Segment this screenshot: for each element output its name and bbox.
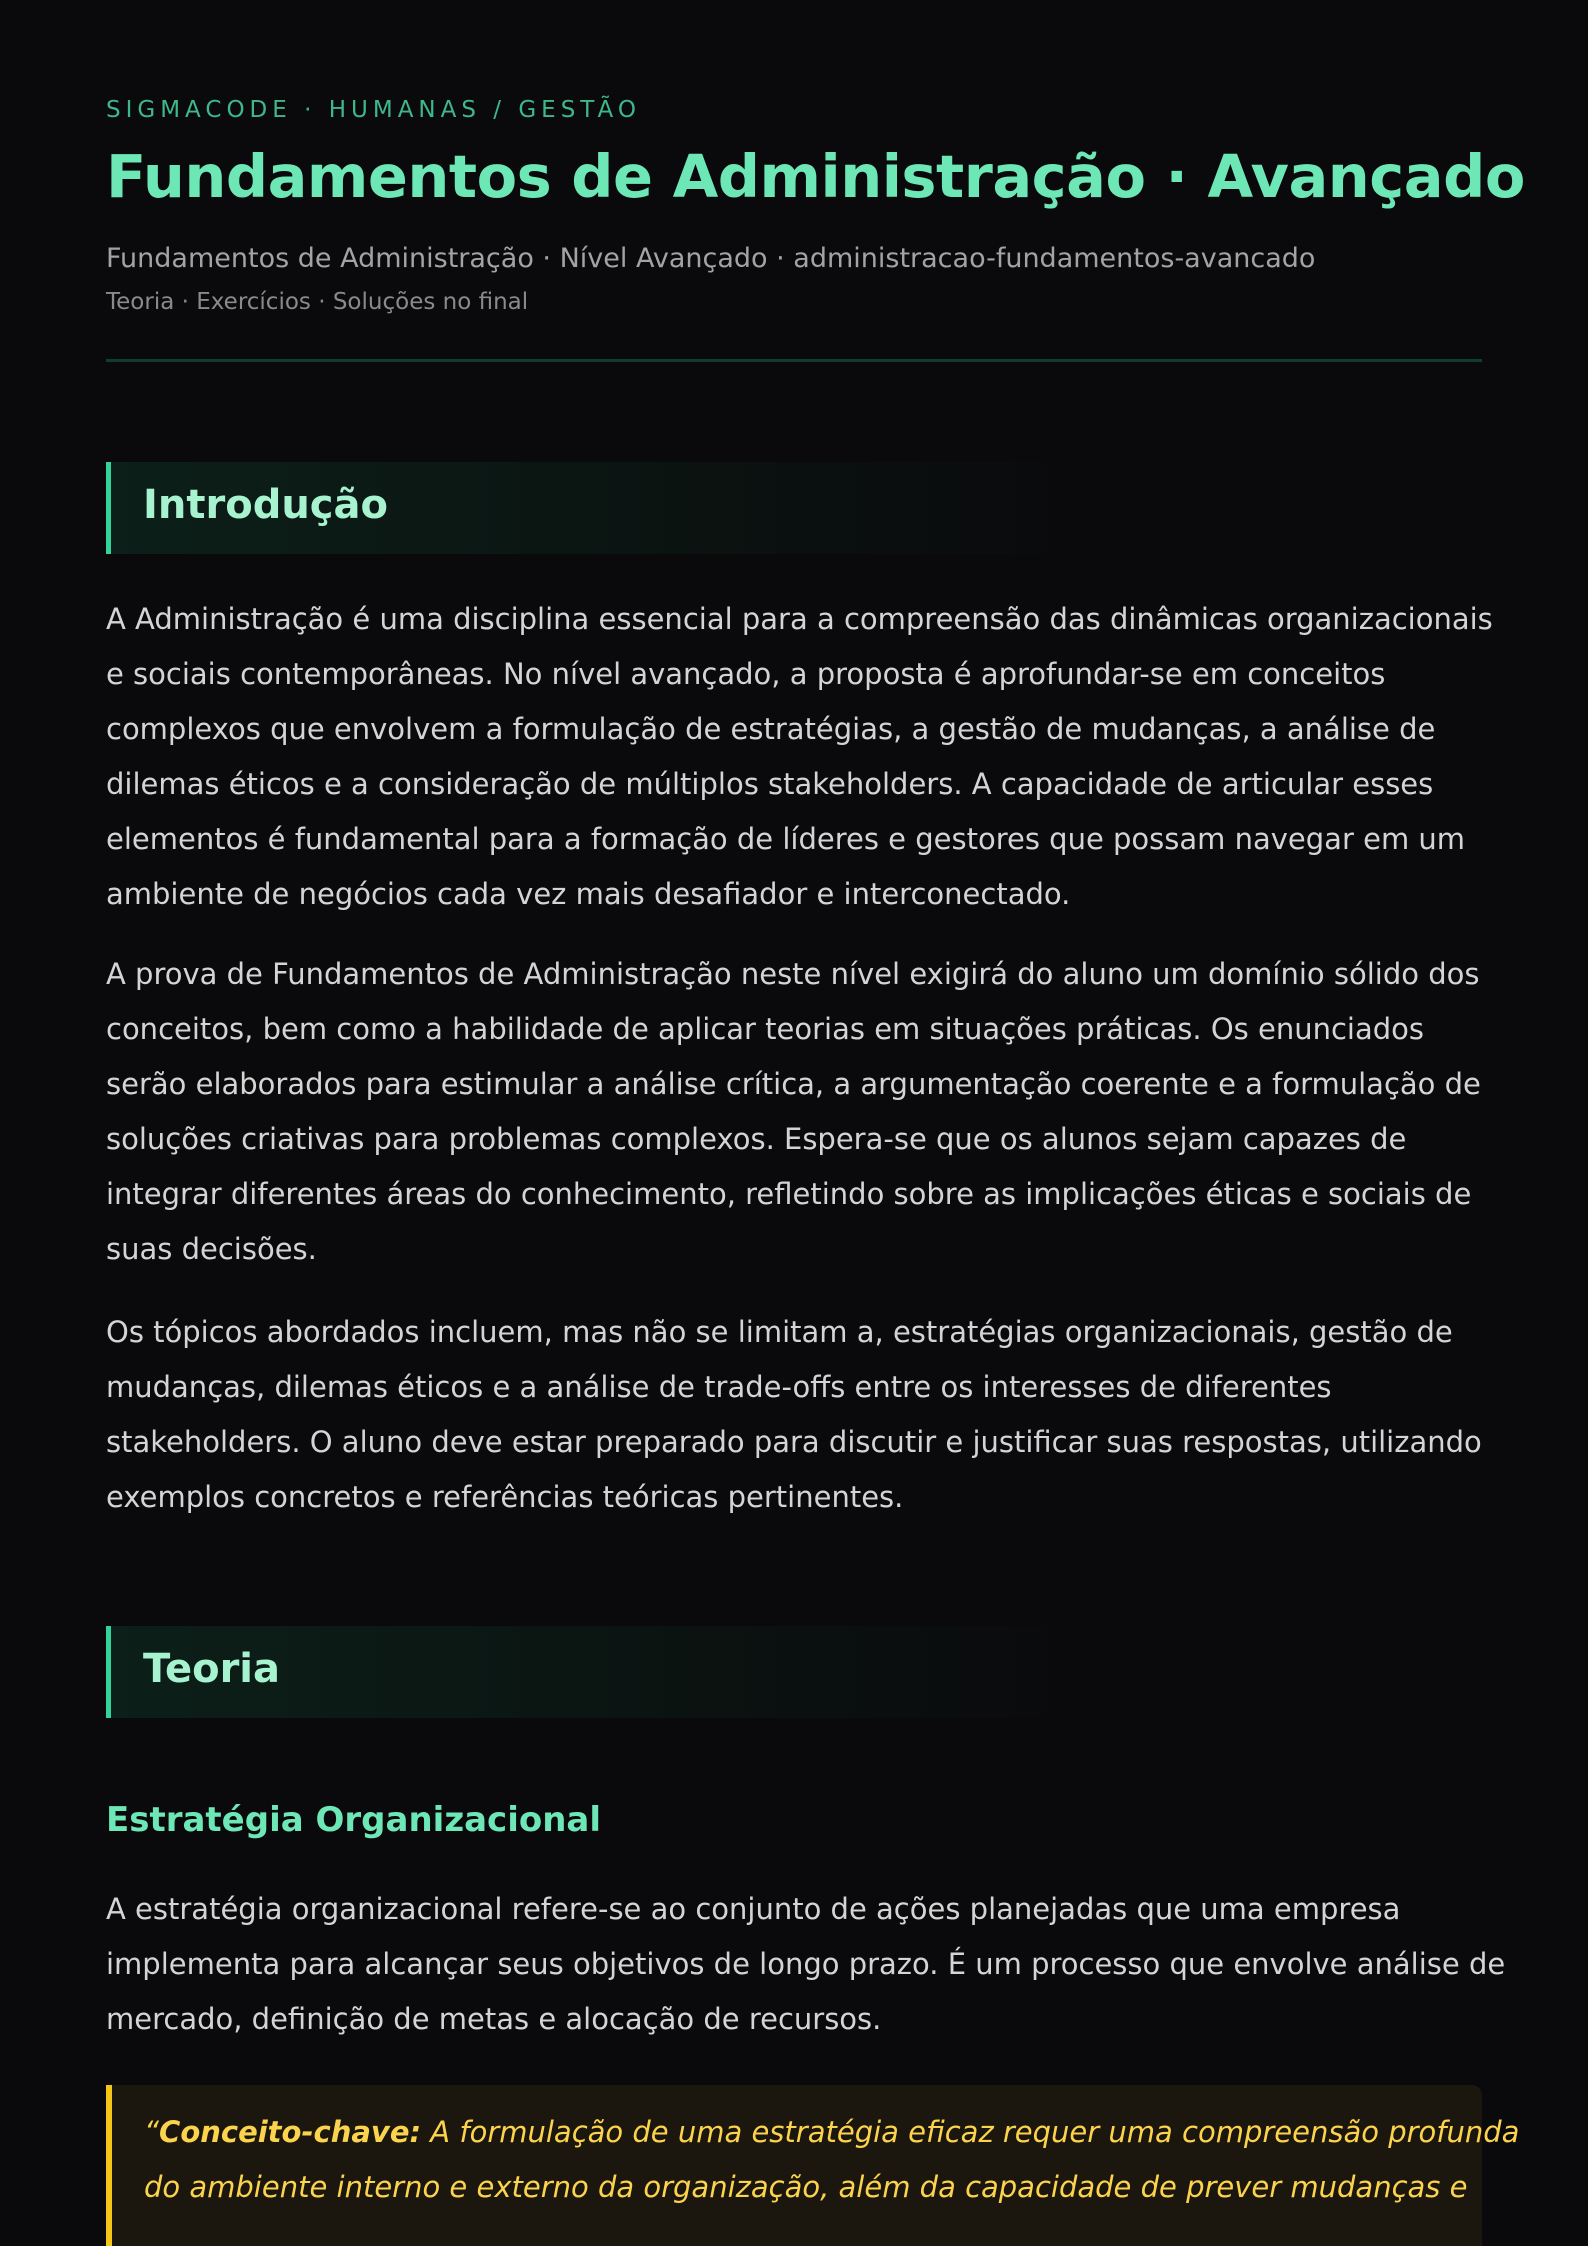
- text-line: dilemas éticos e a consideração de múltiplos stakeholders. A capacidade de articular esses: [106, 767, 1434, 801]
- section-heading-label: Introdução: [143, 482, 388, 528]
- callout-line: [144, 2105, 1519, 2160]
- header-divider: [106, 359, 1482, 362]
- text-line: soluções criativas para problemas complexos. Espera-se que os alunos sejam capazes de: [106, 1122, 1407, 1156]
- open-quote-mark: “: [144, 2115, 160, 2149]
- text-line: mercado, definição de metas e alocação de recursos.: [106, 2002, 882, 2036]
- text-line: complexos que envolvem a formulação de estratégias, a gestão de mudanças, a análise de: [106, 712, 1436, 746]
- intro-paragraph-3: [106, 1305, 1482, 1525]
- section-heading-introducao: [106, 462, 1482, 554]
- section-heading-label: Teoria: [143, 1646, 281, 1692]
- page-title: Fundamentos de Administração · Avançado: [106, 142, 1525, 211]
- section-heading-teoria: [106, 1626, 1482, 1718]
- text-line: Os tópicos abordados incluem, mas não se limitam a, estratégias organizacionais, gestão de: [106, 1315, 1453, 1349]
- callout-label: Conceito-chave:: [159, 2115, 422, 2149]
- kicker-breadcrumb: SIGMACODE · HUMANAS / GESTÃO: [106, 97, 641, 123]
- callout-line: do ambiente interno e externo da organização, além da capacidade de prever mudanças e: [144, 2170, 1468, 2204]
- text-line: A estratégia organizacional refere-se ao conjunto de ações planejadas que uma empresa: [106, 1892, 1401, 1926]
- text-line: A Administração é uma disciplina essencial para a compreensão das dinâmicas organizacionais: [106, 602, 1493, 636]
- text-line: integrar diferentes áreas do conhecimento, refletindo sobre as implicações éticas e sociais de: [106, 1177, 1472, 1211]
- text-line: conceitos, bem como a habilidade de aplicar teorias em situações práticas. Os enunciados: [106, 1012, 1425, 1046]
- intro-paragraph-1: [106, 592, 1493, 922]
- text-line: mudanças, dilemas éticos e a análise de trade-offs entre os interesses de diferentes: [106, 1370, 1332, 1404]
- text-line: ambiente de negócios cada vez mais desafiador e interconectado.: [106, 877, 1071, 911]
- theory-paragraph: [106, 1882, 1506, 2047]
- subsection-heading: Estratégia Organizacional: [106, 1800, 602, 1840]
- text-line: serão elaborados para estimular a análise crítica, a argumentação coerente e a formulação de: [106, 1067, 1481, 1101]
- callout-text: [144, 2105, 1519, 2215]
- intro-paragraph-2: [106, 947, 1482, 1277]
- text-line: A prova de Fundamentos de Administração neste nível exigirá do aluno um domínio sólido dos: [106, 957, 1480, 991]
- page-subtitle: Fundamentos de Administração · Nível Avançado · administracao-fundamentos-avancado: [106, 243, 1316, 274]
- page-subnote: Teoria · Exercícios · Soluções no final: [106, 289, 529, 315]
- text-line: e sociais contemporâneas. No nível avançado, a proposta é aprofundar-se em conceitos: [106, 657, 1386, 691]
- callout-line-text: A formulação de uma estratégia eficaz requer uma compreensão profunda: [421, 2115, 1520, 2149]
- text-line: elementos é fundamental para a formação de líderes e gestores que possam navegar em um: [106, 822, 1466, 856]
- text-line: implementa para alcançar seus objetivos de longo prazo. É um processo que envolve análise de: [106, 1947, 1506, 1981]
- text-line: stakeholders. O aluno deve estar preparado para discutir e justificar suas respostas, utilizando: [106, 1425, 1482, 1459]
- key-concept-callout: [106, 2085, 1520, 2246]
- text-line: exemplos concretos e referências teóricas pertinentes.: [106, 1480, 904, 1514]
- text-line: suas decisões.: [106, 1232, 317, 1266]
